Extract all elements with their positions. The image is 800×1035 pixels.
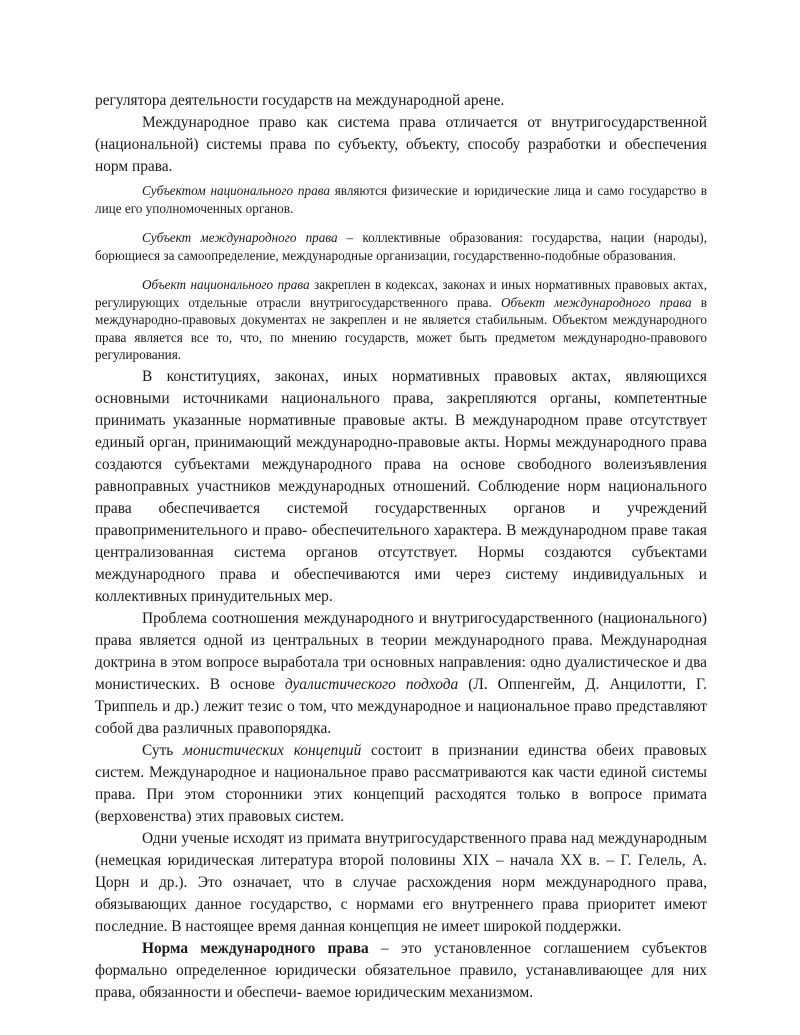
paragraph-objects-text-1: закреплен в кодексах, законах и иных нормативных правовых актах, регулирующих отдельные отрасли внутригосударственного права. — [95, 277, 708, 310]
paragraph-correlation-problem — [95, 608, 707, 740]
document-body — [95, 90, 707, 1004]
paragraph-norm-definition — [95, 938, 707, 1004]
term-international-subject: Субъект международного права — [142, 230, 338, 245]
paragraph-correlation-text-1: Проблема соотношения международного и внутригосударственного (национального) права является одной из центральных в теории международного права. Международная доктрина в этом вопросе выработала три основных направления: одно дуалистическое и два монистических. В основе — [95, 609, 707, 693]
term-national-object: Объект национального права — [142, 277, 310, 292]
paragraph-objects-text-2: в международно-правовых документах не закреплен и не является стабильным. Объектом международного права является все то, что, по мнению государств, может быть предметом международно-правового регулирования. — [95, 294, 707, 362]
paragraph-national-subject — [95, 182, 707, 217]
term-monistic-concepts: монистических концепций — [183, 741, 362, 759]
paragraph-international-subject — [95, 229, 707, 264]
term-international-object: Объект международного права — [500, 294, 692, 310]
paragraph-monistic-text-2: состоит в признании единства обеих правовых систем. Международное и национальное право рассматриваются как части единой системы права. При этом сторонники этих концепций расходятся только в вопросе примата (верховенства) этих правовых систем. — [95, 741, 707, 825]
paragraph-continuation: регулятора деятельности государств на международной арене. — [95, 92, 505, 109]
paragraph-correlation-text-2: (Л. Оппенгейм, Д. Анцилотти, Г. Триппель и др.) лежит тезис о том, что международное и национальное право представляют собой два различных правопорядка. — [95, 675, 707, 737]
paragraph-objects — [95, 276, 707, 364]
paragraph-international-subject-text: – коллективные образования: государства, нации (народы), борющиеся за самоопределение, международные организации, государственно-подобные образования. — [95, 230, 707, 263]
term-dualistic-approach: дуалистического подхода — [284, 675, 459, 693]
paragraph-norm-definition-text: – это установленное соглашением субъектов формально определенное юридически обязательное правило, устанавливающее для них права, обязанности и обеспечи- ваемое юридическим механизмом. — [95, 939, 707, 1001]
paragraph-monistic — [95, 740, 707, 828]
paragraph-primacy: Одни ученые исходят из примата внутригосударственного права над международным (немецкая юридическая литература второй половины XIX – начала XX в. – Г. Гелель, А. Цорн и др.). Это означает, что в случае расхождения норм международного права, обязывающих данное государство, с нормами его внутреннего права приоритет имеют последние. В настоящее время данная концепция не имеет широкой поддержки. — [95, 829, 707, 935]
paragraph-systems-difference: Международное право как система права отличается от внутригосударственной (национальной) системы права по субъекту, объекту, способу разработки и обеспечения норм права. — [95, 114, 707, 175]
paragraph-national-subject-text: являются физические и юридические лица и само государство в лице его уполномоченных органов. — [95, 183, 707, 216]
paragraph-monistic-text-1: Суть — [142, 741, 183, 759]
paragraph-organs: В конституциях, законах, иных нормативных правовых актах, являющихся основными источниками национального права, закрепляются органы, компетентные принимать указанные нормативные правовые акты. В международном праве отсутствует единый орган, принимающий международно-правовые акты. Нормы международного права создаются субъектами международного права на основе свободного волеизъявления равноправных участников международных отношений. Соблюдение норм национального права обеспечивается системой государственных органов и учреждений правоприменительного и право- обеспечительного характера. В международном праве такая централизованная система органов отсутствует. Нормы создаются субъектами международного права и обеспечиваются ими через систему индивидуальных и коллективных принудительных мер. — [95, 367, 707, 605]
term-national-subject: Субъектом национального права — [142, 183, 330, 198]
term-international-norm: Норма международного права — [142, 939, 369, 957]
